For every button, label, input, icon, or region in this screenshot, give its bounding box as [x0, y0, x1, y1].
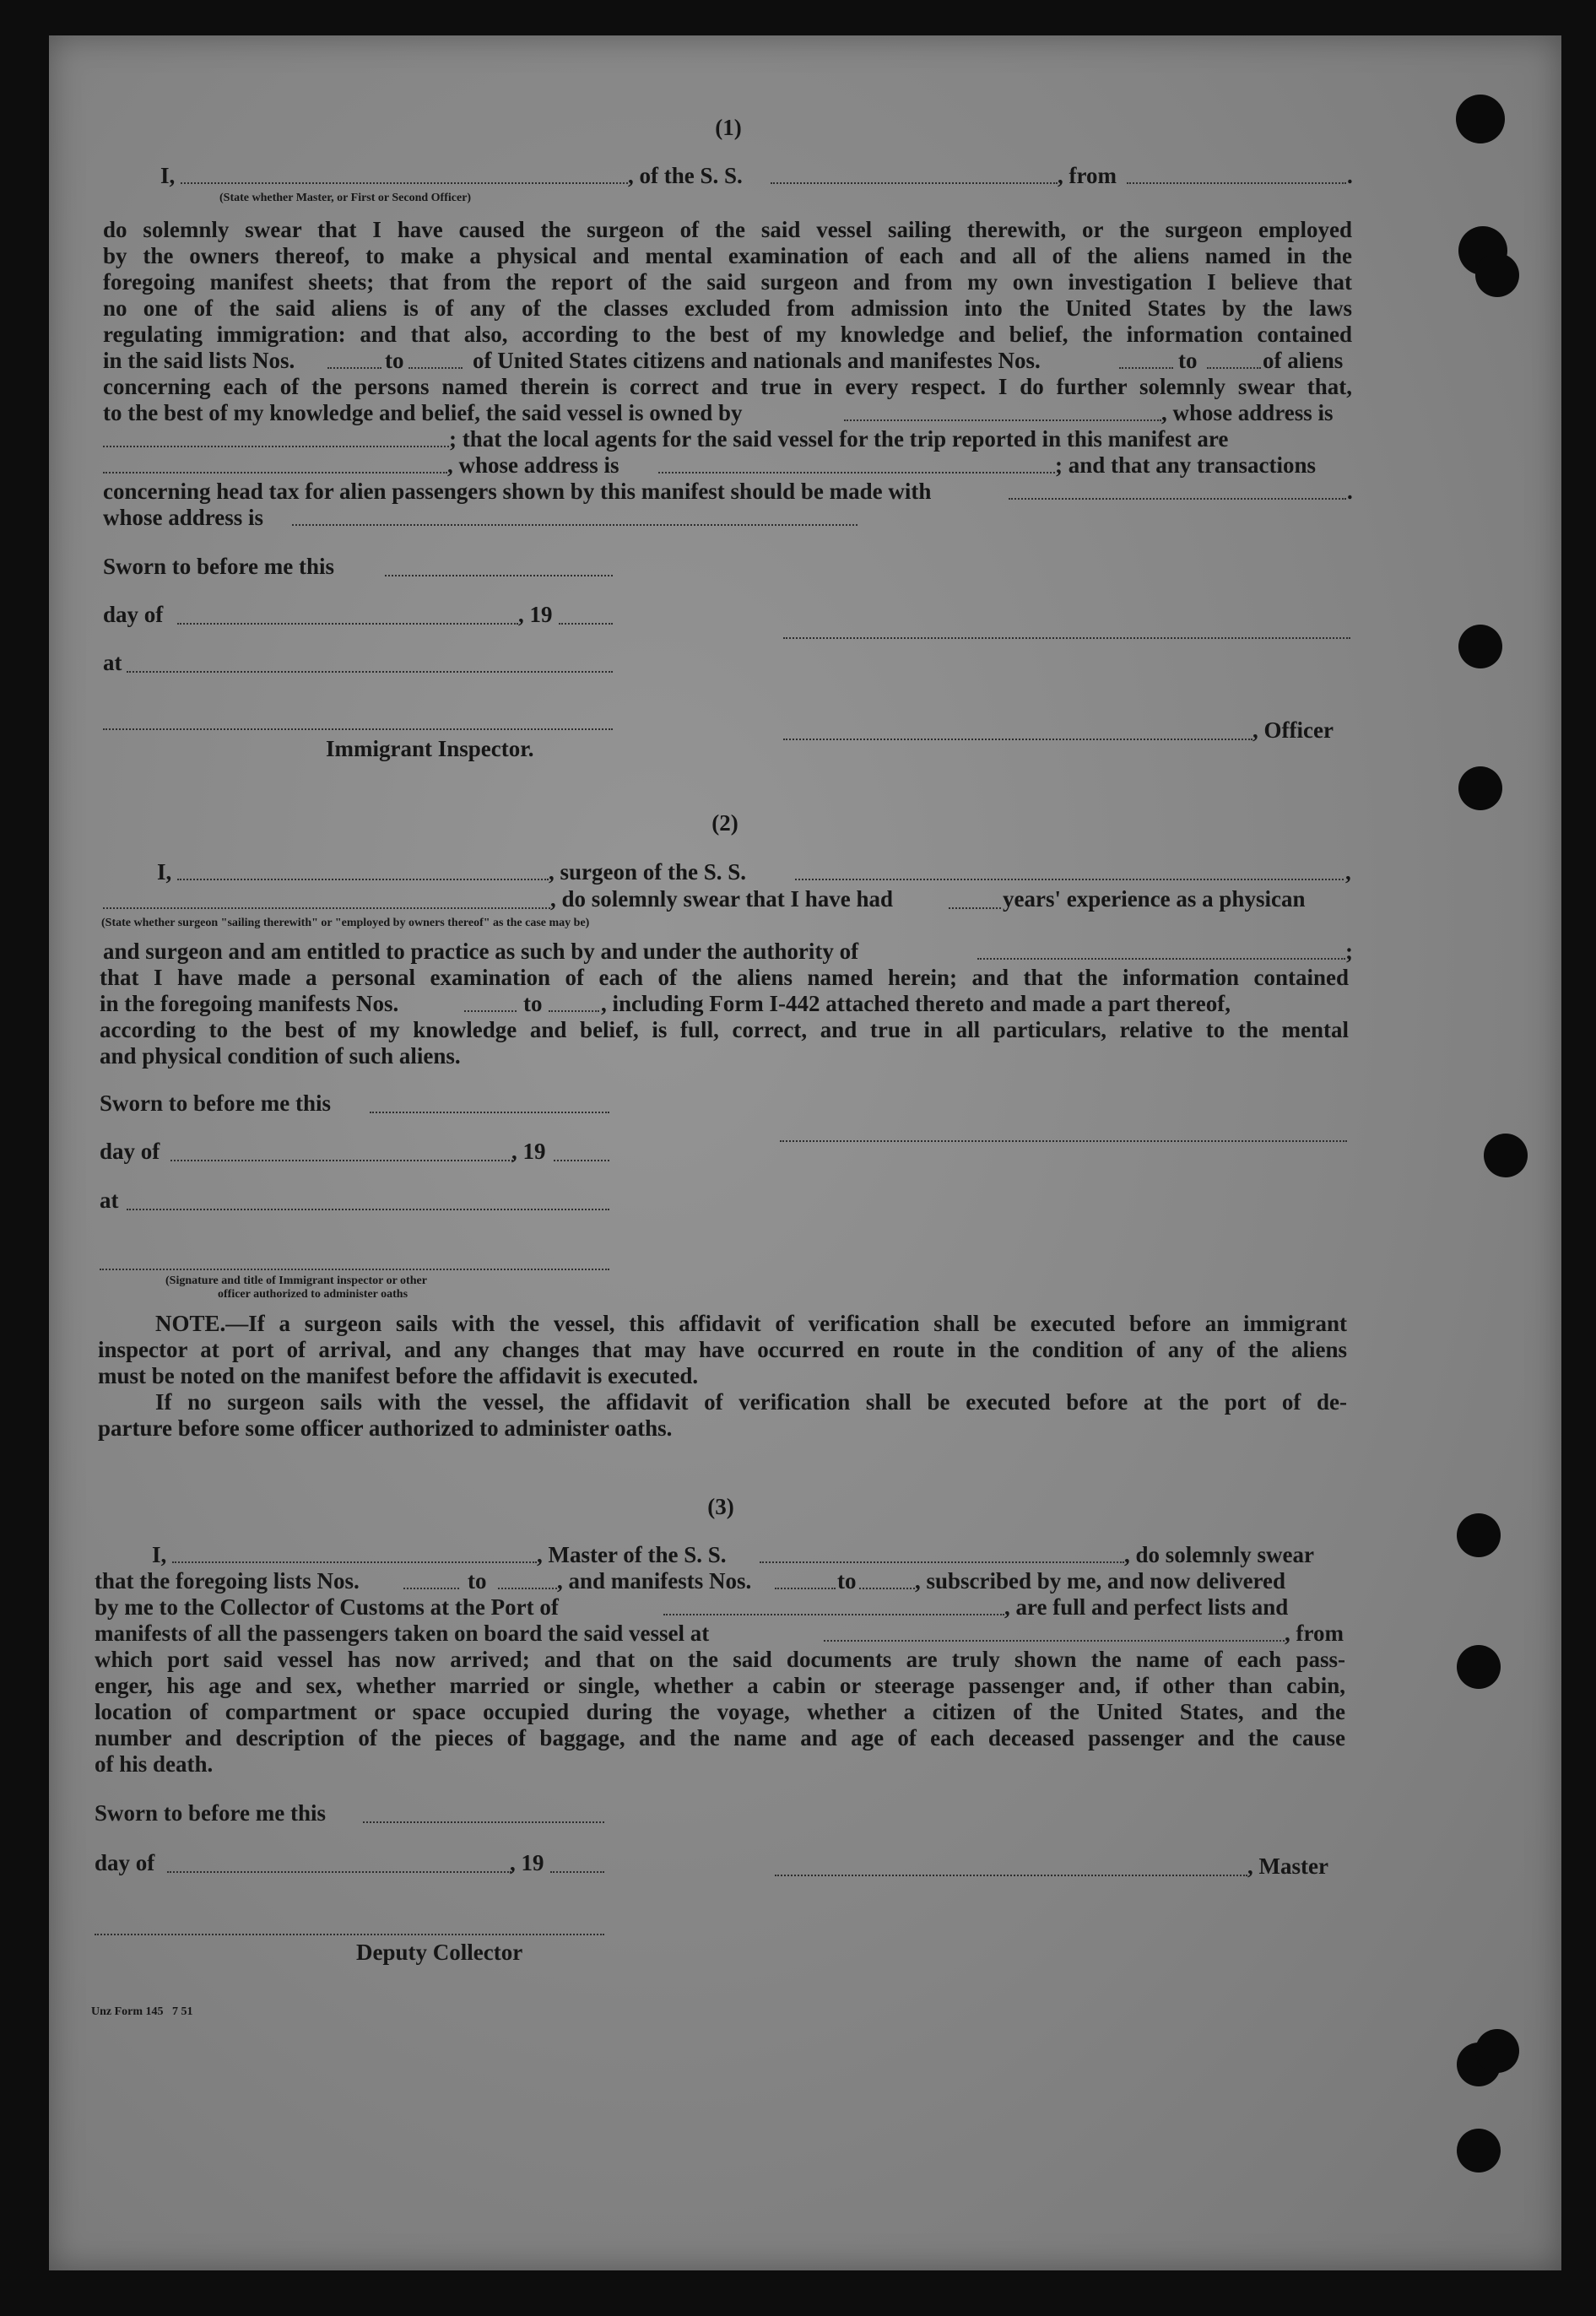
year-label: , 19 — [511, 1139, 546, 1164]
oath-line: concerning each of the persons named therein is correct and true in every respect. I do further solemnly swear that, — [103, 374, 1352, 399]
head-tax-field[interactable] — [1009, 497, 1346, 500]
surgeon-status-field[interactable] — [103, 906, 550, 909]
master-signature-field[interactable] — [775, 1874, 1247, 1876]
authority-field[interactable] — [977, 957, 1345, 960]
section-number: (1) — [715, 115, 742, 140]
year-label: , 19 — [518, 602, 553, 627]
form-label: , including Form I-442 attached thereto and made a part thereof, — [601, 991, 1231, 1016]
surgeon-note: (State whether surgeon "sailing therewith" or "employed by owners thereof" as the case may be) — [101, 917, 590, 929]
place-field[interactable] — [127, 1208, 609, 1210]
years-field[interactable] — [949, 906, 1001, 909]
line-end: . — [1347, 479, 1353, 504]
oath-line: regulating immigration: and that also, according to the best of my knowledge and belief, the information contained — [103, 322, 1352, 347]
year-field[interactable] — [554, 1159, 609, 1161]
owner-label: to the best of my knowledge and belief, the said vessel is owned by — [103, 400, 743, 425]
subscribed-label: , subscribed by me, and now delivered — [915, 1568, 1286, 1594]
boarding-port-field[interactable] — [824, 1639, 1285, 1642]
inspector-signature-field[interactable] — [103, 728, 613, 730]
manifests-to-field[interactable] — [1207, 366, 1261, 369]
manifests-from-field[interactable] — [775, 1587, 836, 1589]
at-label: at — [100, 1188, 119, 1213]
collector-label: Deputy Collector — [356, 1940, 523, 1965]
surgeon-manifests-from-field[interactable] — [464, 1009, 517, 1012]
master-ship-field[interactable] — [760, 1561, 1124, 1563]
day-of-label: day of — [103, 602, 164, 627]
port-from-label: , from — [1058, 163, 1117, 188]
line-end: , — [1345, 859, 1351, 885]
port-field[interactable] — [663, 1613, 1004, 1615]
form-number: Unz Form 145 7 51 — [91, 2005, 193, 2018]
head-tax-address-field[interactable] — [292, 523, 858, 526]
to-label: to — [385, 348, 404, 373]
manifests-from-field[interactable] — [1119, 366, 1173, 369]
to-label: to — [1178, 348, 1198, 373]
lists-from-field[interactable] — [327, 366, 381, 369]
lists-from-field[interactable] — [403, 1587, 459, 1589]
swear-label: , do solemnly swear — [1124, 1542, 1314, 1567]
agents-address-field[interactable] — [658, 471, 1055, 473]
head-tax-label: concerning head tax for alien passengers shown by this manifest should be made with — [103, 479, 932, 504]
ship-label: , of the S. S. — [628, 163, 743, 188]
manifests-label: , and manifests Nos. — [557, 1568, 752, 1594]
master-oath-line: location of compartment or space occupied during the voyage, whether a citizen of the United States, and the — [95, 1699, 1345, 1724]
officer-label: , Officer — [1252, 717, 1334, 743]
master-i-label: I, — [152, 1542, 167, 1567]
surgeon-oath-line: and physical condition of such aliens. — [100, 1043, 461, 1069]
month-field[interactable] — [167, 1870, 511, 1873]
oath-line: by the owners thereof, to make a physical and mental examination of each and all of the aliens named in the — [103, 243, 1352, 268]
from-label: , from — [1285, 1621, 1344, 1646]
sworn-label: Sworn to before me this — [103, 554, 334, 579]
owner-field[interactable] — [844, 419, 1161, 421]
manifest-label: of United States citizens and nationals and manifestes Nos. — [473, 348, 1041, 373]
years-label: years' experience as a physican — [1003, 886, 1306, 912]
transactions-label: ; and that any transactions — [1055, 452, 1317, 478]
owner-address-field[interactable] — [103, 445, 449, 447]
sworn-label: Sworn to before me this — [95, 1800, 326, 1826]
collector-label: by me to the Collector of Customs at the Port of — [95, 1594, 559, 1620]
to-label: to — [468, 1568, 487, 1594]
note-line: NOTE.—If a surgeon sails with the vessel, this affidavit of verification shall be executed before an immigrant — [155, 1311, 1347, 1336]
administrator-signature-field[interactable] — [100, 1268, 609, 1270]
note-line: If no surgeon sails with the vessel, the affidavit of verification shall be executed before at the port of de- — [155, 1389, 1347, 1415]
lists-to-field[interactable] — [498, 1587, 557, 1589]
surgeon-oath-line: according to the best of my knowledge and belief, is full, correct, and true in all particulars, relative to the mental — [100, 1017, 1349, 1042]
declarant-name-field[interactable] — [181, 181, 628, 184]
aliens-label: of aliens — [1263, 348, 1344, 373]
oath-line: do solemnly swear that I have caused the surgeon of the said vessel sailing therewith, or the surgeon employed — [103, 217, 1352, 242]
surgeon-signature-field[interactable] — [780, 1139, 1347, 1142]
line-end: . — [1347, 163, 1353, 188]
master-oath-line: enger, his age and sex, whether married or single, whether a cabin or steerage passenger and, if other than cabin, — [95, 1673, 1345, 1698]
at-label: at — [103, 650, 122, 675]
sworn-date-field[interactable] — [363, 1821, 604, 1823]
day-of-label: day of — [100, 1139, 160, 1164]
note-line: parture before some officer authorized to administer oaths. — [98, 1415, 673, 1441]
collector-signature-field[interactable] — [95, 1933, 604, 1935]
lists-label: that the foregoing lists Nos. — [95, 1568, 360, 1594]
master-oath-line: number and description of the pieces of baggage, and the name and age of each deceased passenger and the cause — [95, 1725, 1345, 1751]
surgeon-name-field[interactable] — [177, 878, 549, 880]
note-line: must be noted on the manifest before the affidavit is executed. — [98, 1363, 699, 1388]
sworn-date-field[interactable] — [370, 1111, 609, 1113]
agents-label: ; that the local agents for the said vessel for the trip reported in this manifest are — [449, 426, 1229, 452]
sworn-label: Sworn to before me this — [100, 1090, 331, 1116]
boarding-label: manifests of all the passengers taken on board the said vessel at — [95, 1621, 710, 1646]
lists-complete-label: , are full and perfect lists and — [1004, 1594, 1289, 1620]
note-line: inspector at port of arrival, and any changes that may have occurred en route in the condition of any of the aliens — [98, 1337, 1347, 1362]
sworn-date-field[interactable] — [385, 574, 613, 576]
officer-signature-field[interactable] — [783, 636, 1350, 639]
oath-line: no one of the said aliens is of any of the classes excluded from admission into the United States by the laws — [103, 295, 1352, 321]
line-end: ; — [1345, 939, 1353, 964]
surgeon-oath-line: that I have made a personal examination of each of the aliens named herein; and that the information contained — [100, 965, 1349, 990]
to-label: to — [837, 1568, 857, 1594]
officer-note: (State whether Master, or First or Second Officer) — [219, 192, 472, 204]
master-ship-label: , Master of the S. S. — [537, 1542, 727, 1567]
manifests-label: in the foregoing manifests Nos. — [100, 991, 399, 1016]
authority-label: and surgeon and am entitled to practice as such by and under the authority of — [103, 939, 859, 964]
signature-note: officer authorized to administer oaths — [218, 1288, 408, 1301]
month-field[interactable] — [170, 1159, 513, 1161]
surgeon-ship-field[interactable] — [795, 878, 1344, 880]
declarant-label: I, — [160, 163, 176, 188]
master-oath-line: of his death. — [95, 1751, 214, 1777]
lists-to-field[interactable] — [408, 366, 463, 369]
oath-line: foregoing manifest sheets; that from the report of the said surgeon and from my own investigation I believe that — [103, 269, 1352, 295]
address-label: whose address is — [103, 505, 264, 530]
surgeon-ship-label: , surgeon of the S. S. — [549, 859, 747, 885]
agents-field[interactable] — [103, 471, 447, 473]
address-label: , whose address is — [447, 452, 619, 478]
swear-label: , do solemnly swear that I have had — [550, 886, 894, 912]
master-name-field[interactable] — [172, 1561, 537, 1563]
section-number: (3) — [707, 1494, 734, 1519]
place-field[interactable] — [127, 670, 613, 673]
port-from-field[interactable] — [1127, 181, 1346, 184]
master-label: , Master — [1247, 1853, 1328, 1879]
manifests-to-field[interactable] — [859, 1587, 915, 1589]
signature-note: (Signature and title of Immigrant inspector or other — [165, 1274, 427, 1287]
month-field[interactable] — [177, 622, 518, 625]
officer-title-field[interactable] — [783, 738, 1252, 740]
year-field[interactable] — [550, 1870, 604, 1873]
address-label: , whose address is — [1161, 400, 1334, 425]
surgeon-manifests-to-field[interactable] — [549, 1009, 599, 1012]
surgeon-i-label: I, — [157, 859, 172, 885]
day-of-label: day of — [95, 1850, 155, 1875]
lists-label: in the said lists Nos. — [103, 348, 295, 373]
master-oath-line: which port said vessel has now arrived; and that on the said documents are truly shown the name of each pass- — [95, 1647, 1345, 1672]
ship-name-field[interactable] — [771, 181, 1058, 184]
year-field[interactable] — [559, 622, 613, 625]
to-label: to — [523, 991, 543, 1016]
inspector-label: Immigrant Inspector. — [326, 736, 534, 761]
section-number: (2) — [711, 810, 738, 836]
year-label: , 19 — [510, 1850, 544, 1875]
